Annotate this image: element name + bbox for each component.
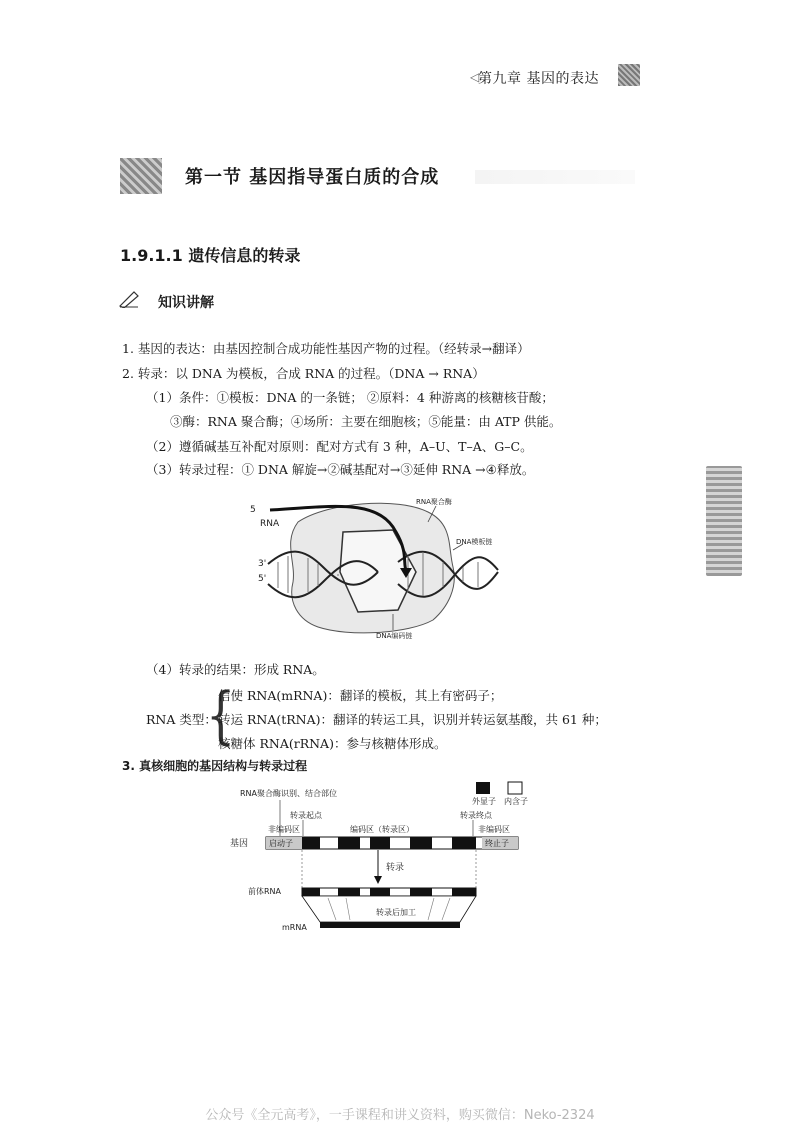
paragraph-transcription: 2. 转录：以 DNA 为模板，合成 RNA 的过程。（DNA → RNA） [122,366,485,381]
fig2-transcription-label: 转录 [386,863,405,873]
fig2-mrna-label: mRNA [282,923,307,932]
chapter-header: 第九章 基因的表达 [478,71,599,87]
conditions-line-2: ③酶：RNA 聚合酶；④场所：主要在细胞核；⑤能量：由 ATP 供能。 [170,414,562,429]
curly-brace: { [206,678,236,752]
fig1-polymerase-label: RNA聚合酶 [416,498,452,506]
fig1-three-label: 3' [258,559,267,569]
base-pairing-line: （2）遵循碱基互补配对原则：配对方式有 3 种，A–U、T–A、G–C。 [146,439,533,454]
process-line: （3）转录过程：① DNA 解旋→②碱基配对→③延伸 RNA →④释放。 [146,462,535,477]
gene-structure-diagram [228,780,540,940]
paragraph-gene-expression: 1. 基因的表达：由基因控制合成功能性基因产物的过程。（经转录→翻译） [122,341,530,356]
fig2-coding-label: 编码区（转录区） [350,825,414,834]
eukaryotic-gene-heading: 3. 真核细胞的基因结构与转录过程 [122,759,308,773]
section-title-shade [475,170,635,184]
fig1-five-top-label: 5 [250,505,256,515]
fig2-rnap-label: RNA聚合酶识别、结合部位 [240,789,338,798]
fig2-tes-label: 转录终点 [460,811,492,820]
subsection-title: 1.9.1.1 遗传信息的转录 [120,246,301,265]
header-bullet-icon: ◁ [470,70,480,84]
knowledge-title: 知识讲解 [158,295,214,311]
fig2-noncoding-right-label: 非编码区 [478,825,510,834]
fig2-noncoding-left-label: 非编码区 [268,825,300,834]
rna-type-mrna: 信使 RNA(mRNA)：翻译的模板，其上有密码子； [218,688,503,703]
side-tab [706,466,742,576]
fig2-gene-label: 基因 [230,839,249,849]
fig2-pre-rna-label: 前体RNA [248,887,282,896]
fig2-terminator-label: 终止子 [485,839,509,848]
rna-types-label: RNA 类型： [146,712,217,727]
result-line: （4）转录的结果：形成 RNA。 [146,662,325,677]
fig2-tss-label: 转录起点 [290,811,322,820]
fig2-processing-label: 转录后加工 [376,908,416,917]
fig2-promoter-label: 启动子 [269,839,293,848]
conditions-line-1: （1）条件：①模板：DNA 的一条链； ②原料：4 种游离的核糖核苷酸； [146,390,554,405]
section-icon [120,158,162,194]
pencil-icon [118,290,140,308]
fig2-exon-label: 外显子 [472,797,496,806]
header-thumbnail-icon [618,64,640,86]
fig2-intron-label: 内含子 [504,797,528,806]
fig1-coding-label: DNA编码链 [376,632,413,640]
fig1-rna-label: RNA [260,519,280,529]
fig1-five-label: 5' [258,574,267,584]
rna-type-trna: 转运 RNA(tRNA)：翻译的转运工具，识别并转运氨基酸，共 61 种； [218,712,607,727]
fig1-template-label: DNA模板链 [456,538,493,546]
rna-type-rrna: 核糖体 RNA(rRNA)：参与核糖体形成。 [218,736,447,751]
watermark: 公众号《全元高考》，一手课程和讲义资料，购买微信：Neko-2324 [205,1108,595,1123]
transcription-diagram [248,492,500,642]
section-title: 第一节 基因指导蛋白质的合成 [185,167,440,188]
